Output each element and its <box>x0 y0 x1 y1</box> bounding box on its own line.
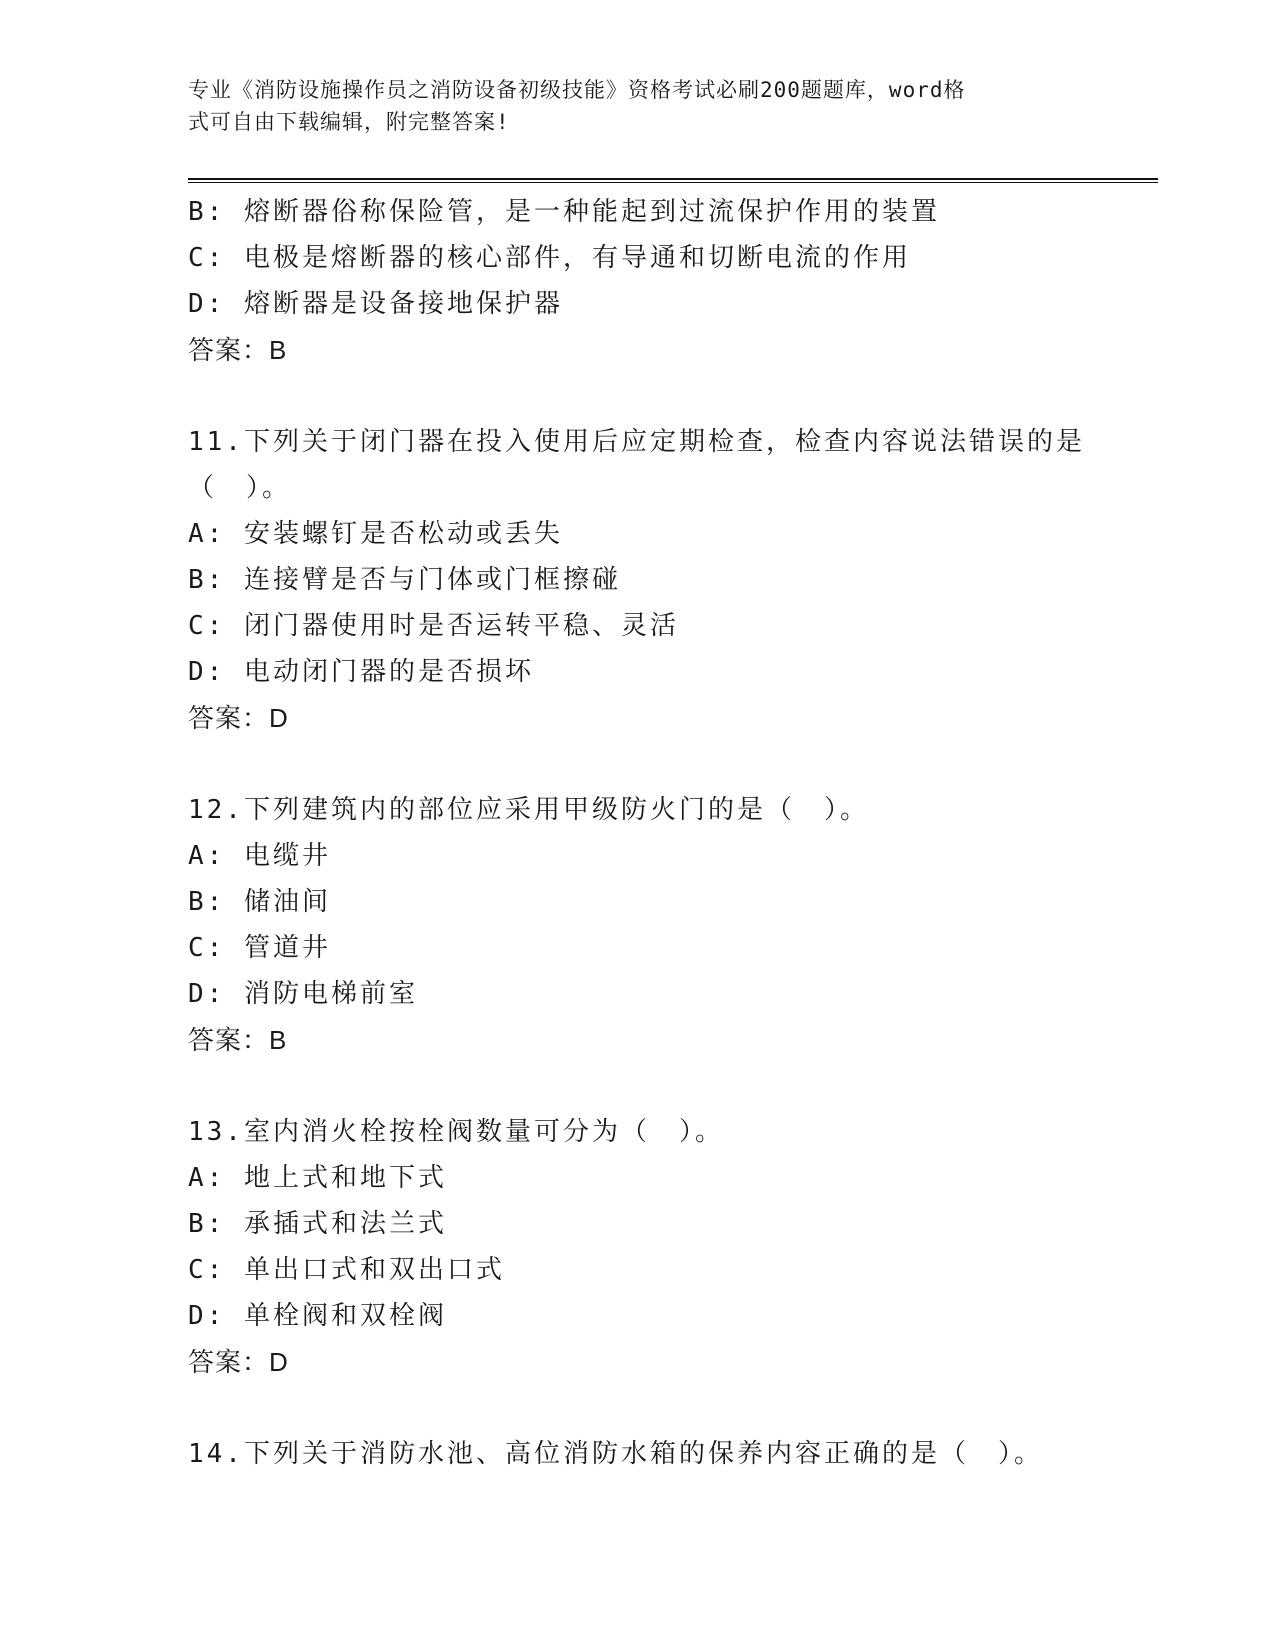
spacer <box>188 1063 1188 1109</box>
spacer <box>188 741 1188 787</box>
question-12 <box>188 787 1188 1063</box>
spacer <box>188 373 1188 419</box>
option-d: D: 单栓阀和双栓阀 <box>188 1301 447 1331</box>
question-stem: 14.下列关于消防水池、高位消防水箱的保养内容正确的是（ ）。 <box>188 1439 1043 1469</box>
answer-label: 答案：D <box>188 703 289 733</box>
option-c: C: 单出口式和双出口式 <box>188 1255 505 1285</box>
question-stem-continued: （ ）。 <box>188 473 292 503</box>
option-b: B: 承插式和法兰式 <box>188 1209 447 1239</box>
option-b: B: 连接臂是否与门体或门框擦碰 <box>188 565 621 595</box>
option-b: B: 熔断器俗称保险管，是一种能起到过流保护作用的装置 <box>188 197 940 227</box>
question-list <box>188 189 1188 1477</box>
document-header <box>188 74 1068 138</box>
option-a: A: 安装螺钉是否松动或丢失 <box>188 519 563 549</box>
option-d: D: 消防电梯前室 <box>188 979 418 1009</box>
spacer <box>188 1385 1188 1431</box>
option-d: D: 电动闭门器的是否损坏 <box>188 657 534 687</box>
option-c: C: 管道井 <box>188 933 331 963</box>
header-line-1: 专业《消防设施操作员之消防设备初级技能》资格考试必刷200题题库，word格 <box>188 78 966 102</box>
answer-label: 答案：B <box>188 1025 288 1055</box>
question-10-continued <box>188 189 1188 373</box>
question-14 <box>188 1431 1188 1477</box>
header-divider <box>188 178 1158 183</box>
answer-label: 答案：B <box>188 335 288 365</box>
question-stem: 13.室内消火栓按栓阀数量可分为（ ）。 <box>188 1117 724 1147</box>
header-line-2: 式可自由下载编辑，附完整答案! <box>188 110 510 134</box>
option-c: C: 闭门器使用时是否运转平稳、灵活 <box>188 611 679 641</box>
question-11 <box>188 419 1188 741</box>
question-stem: 11.下列关于闭门器在投入使用后应定期检查，检查内容说法错误的是 <box>188 427 1085 457</box>
option-b: B: 储油间 <box>188 887 331 917</box>
question-stem: 12.下列建筑内的部位应采用甲级防火门的是（ ）。 <box>188 795 869 825</box>
option-c: C: 电极是熔断器的核心部件，有导通和切断电流的作用 <box>188 243 911 273</box>
option-d: D: 熔断器是设备接地保护器 <box>188 289 563 319</box>
question-13 <box>188 1109 1188 1385</box>
option-a: A: 地上式和地下式 <box>188 1163 447 1193</box>
answer-label: 答案：D <box>188 1347 289 1377</box>
option-a: A: 电缆井 <box>188 841 331 871</box>
